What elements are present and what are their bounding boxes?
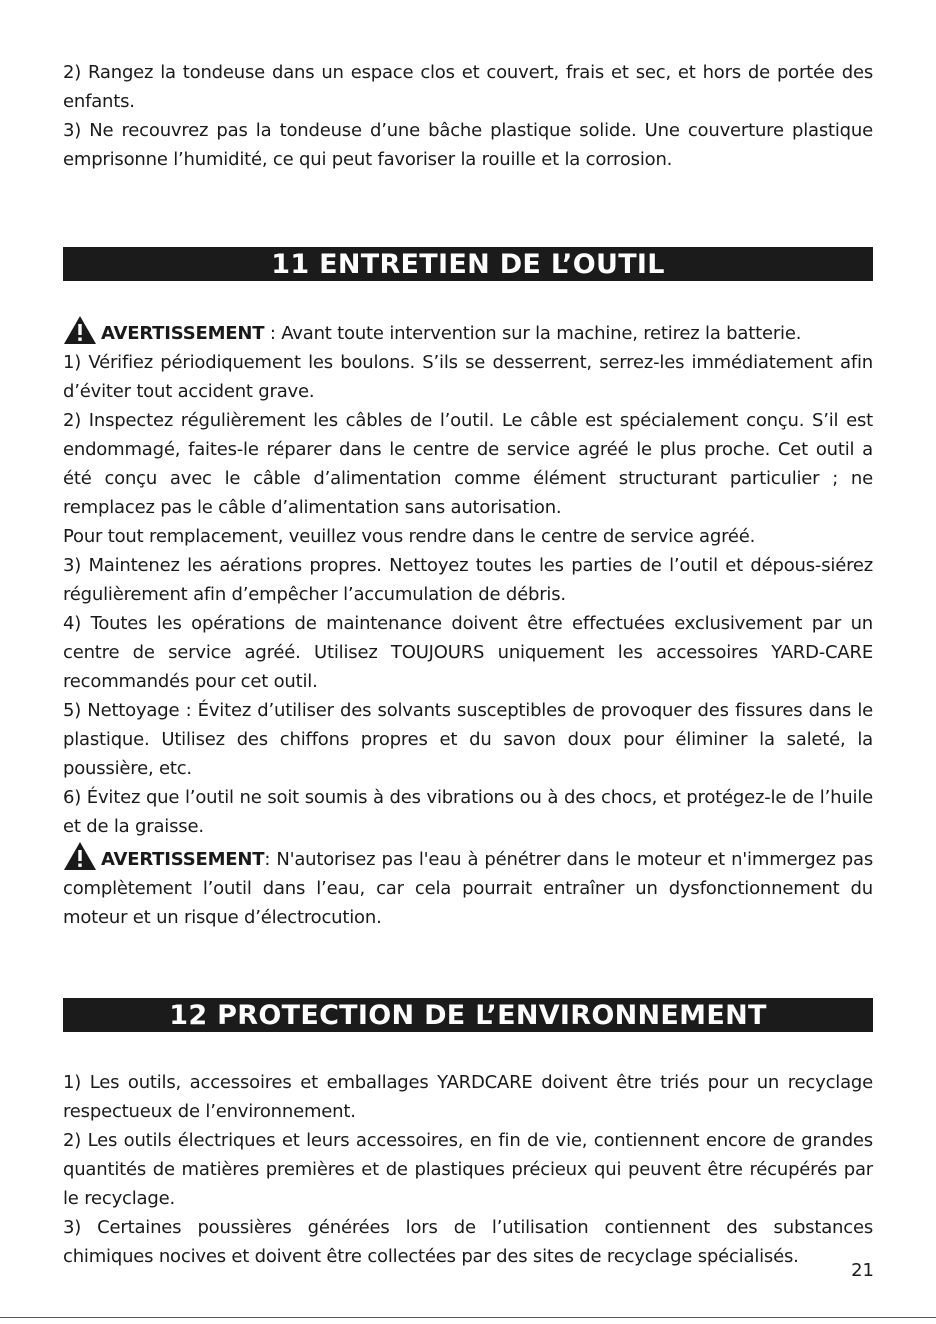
warning-label: AVERTISSEMENT [101,323,265,344]
warning-triangle-icon [63,315,97,345]
paragraph-maintenance: 4) Toutes les opérations de maintenance doivent être effectuées exclusivement par un centre de service agréé. Utilisez TOUJOURS uniquement les accessoires YARD-CARE recommandés pour cet outil. [63,613,873,692]
warning-triangle-icon [63,841,97,871]
warning-text: : Avant toute intervention sur la machine, retirez la batterie. [264,323,802,344]
bottom-divider [0,1317,936,1318]
section-12-title: 12 PROTECTION DE L’ENVIRONNEMENT [63,998,873,1032]
section-11-title: 11 ENTRETIEN DE L’OUTIL [63,247,873,281]
paragraph-vents: 3) Maintenez les aérations propres. Nettoyez toutes les parties de l’outil et dépous-siérez régulièrement afin d’empêcher l’accumulation de débris. [63,555,873,605]
paragraph-plastic-cover: 3) Ne recouvrez pas la tondeuse d’une bâche plastique solide. Une couverture plastique emprisonne l’humidité, ce qui peut favoriser la rouille et la corrosion. [63,120,873,170]
section-11-body [63,315,873,932]
paragraph-vibrations: 6) Évitez que l’outil ne soit soumis à des vibrations ou à des chocs, et protégez-le de l’huile et de la graisse. [63,787,873,837]
paragraph-cleaning: 5) Nettoyage : Évitez d’utiliser des solvants susceptibles de provoquer des fissures dans le plastique. Utilisez des chiffons propres et du savon doux pour éliminer la saleté, la poussière, etc. [63,700,873,779]
manual-page [63,58,873,1271]
warning-remove-battery [63,315,873,348]
warning-text: : N'autorisez pas l'eau à pénétrer dans le moteur et n'immergez pas complètement l’outil dans l’eau, car cela pourrait entraîner un dysfonctionnement du moteur et un risque d’électrocution. [63,849,873,928]
paragraph-raw-materials: 2) Les outils électriques et leurs accessoires, en fin de vie, contiennent encore de grandes quantités de matières premières et de plastiques précieux qui peuvent être récupérés par le recyclage. [63,1130,873,1209]
warning-label: AVERTISSEMENT [101,849,265,870]
paragraph-replacement: Pour tout remplacement, veuillez vous rendre dans le centre de service agréé. [63,526,756,547]
paragraph-inspect-cables: 2) Inspectez régulièrement les câbles de l’outil. Le câble est spécialement conçu. S’il est endommagé, faites-le réparer dans le centre de service agréé le plus proche. Cet outil a été conçu avec le câble d’alimentation comme élément structurant particulier ; ne remplacez pas le câble d’alimentation sans autorisation. [63,410,873,518]
page-number: 21 [851,1260,874,1281]
section-12-body [63,1068,873,1271]
paragraph-check-bolts: 1) Vérifiez périodiquement les boulons. S’ils se desserrent, serrez-les immédiatement afin d’éviter tout accident grave. [63,352,873,402]
paragraph-harmful-dust: 3) Certaines poussières générées lors de l’utilisation contiennent des substances chimiques nocives et doivent être collectées par des sites de recyclage spécialisés. [63,1217,873,1267]
intro-section [63,58,873,174]
paragraph-sorting: 1) Les outils, accessoires et emballages YARDCARE doivent être triés pour un recyclage respectueux de l’environnement. [63,1072,873,1122]
warning-water [63,841,873,932]
paragraph-store-mower: 2) Rangez la tondeuse dans un espace clos et couvert, frais et sec, et hors de portée des enfants. [63,62,873,112]
